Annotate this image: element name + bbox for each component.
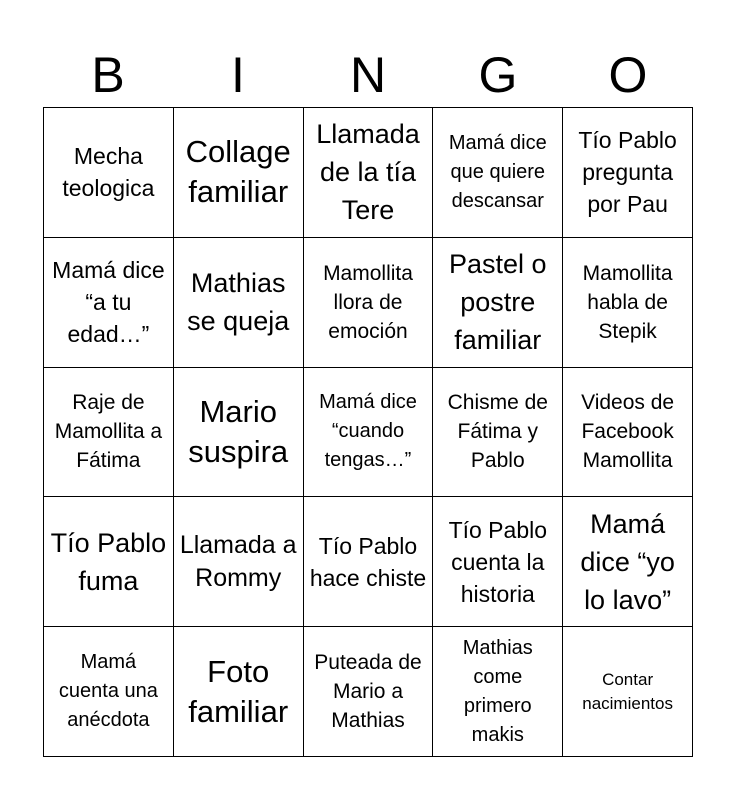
bingo-cell[interactable]: Raje de Mamollita a Fátima: [44, 367, 174, 497]
bingo-cell[interactable]: Tío Pablo hace chiste: [303, 497, 433, 627]
board-row: [44, 108, 693, 238]
bingo-cell[interactable]: Mamá dice “yo lo lavo”: [563, 497, 693, 627]
bingo-cell[interactable]: Chisme de Fátima y Pablo: [433, 367, 563, 497]
bingo-cell[interactable]: Mario suspira: [173, 367, 303, 497]
bingo-cell[interactable]: Mamollita llora de emoción: [303, 237, 433, 367]
bingo-board: [43, 107, 693, 757]
bingo-cell[interactable]: Mamollita habla de Stepik: [563, 237, 693, 367]
board-row: [44, 367, 693, 497]
bingo-cell[interactable]: Mathias se queja: [173, 237, 303, 367]
bingo-cell[interactable]: Mamá dice “cuando tengas…”: [303, 367, 433, 497]
bingo-cell[interactable]: Mamá dice “a tu edad…”: [44, 237, 174, 367]
bingo-cell[interactable]: Puteada de Mario a Mathias: [303, 627, 433, 757]
bingo-cell[interactable]: Foto familiar: [173, 627, 303, 757]
board-row: [44, 627, 693, 757]
bingo-cell[interactable]: Pastel o postre familiar: [433, 237, 563, 367]
header-letter-g: G: [478, 47, 518, 103]
bingo-cell[interactable]: Llamada de la tía Tere: [303, 108, 433, 238]
board-row: [44, 497, 693, 627]
bingo-cell[interactable]: Contar nacimientos: [563, 627, 693, 757]
bingo-cell[interactable]: Videos de Facebook Mamollita: [563, 367, 693, 497]
bingo-header: [43, 42, 693, 108]
bingo-cell[interactable]: Mathias come primero makis: [433, 627, 563, 757]
bingo-cell[interactable]: Mamá cuenta una anécdota: [44, 627, 174, 757]
header-letter-i: I: [231, 47, 245, 103]
header-letter-o: O: [608, 47, 648, 103]
bingo-cell[interactable]: Mamá dice que quiere descansar: [433, 108, 563, 238]
bingo-cell[interactable]: Llamada a Rommy: [173, 497, 303, 627]
bingo-cell[interactable]: Collage familiar: [173, 108, 303, 238]
bingo-cell[interactable]: Mecha teologica: [44, 108, 174, 238]
board-row: [44, 237, 693, 367]
bingo-cell[interactable]: Tío Pablo pregunta por Pau: [563, 108, 693, 238]
bingo-cell[interactable]: Tío Pablo fuma: [44, 497, 174, 627]
header-letter-n: N: [349, 47, 387, 103]
header-letter-b: B: [91, 47, 125, 103]
bingo-cell[interactable]: Tío Pablo cuenta la historia: [433, 497, 563, 627]
